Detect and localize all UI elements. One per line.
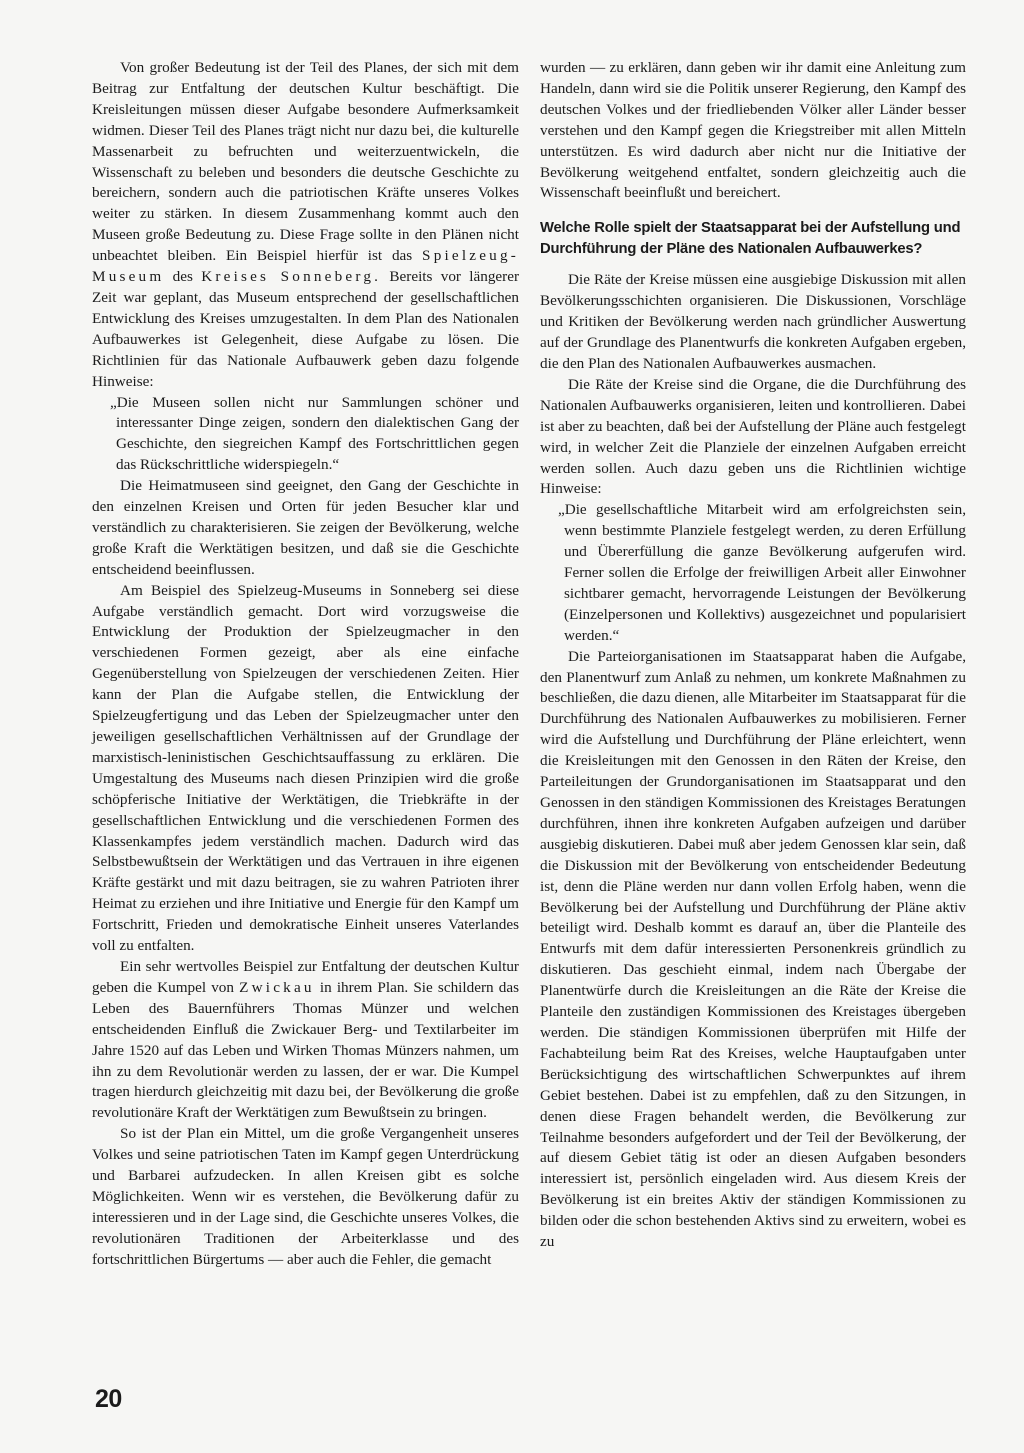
section-heading: Welche Rolle spielt der Staatsapparat bei der Aufstellung und Durchführung der Pläne des Nationalen Aufbauwerkes? [540, 220, 961, 258]
paragraph [92, 58, 519, 393]
block-quote: „Die gesellschaftliche Mitarbeit wird am erfolgreichsten sein, wenn bestimmte Planziele festgelegt werden, zu deren Erfüllung und Übererfüllung die ganze Bevölkerung aufgerufen wird. Ferner sollen die Erfolge der freiwilligen Arbeit aller Einwohner sichtbarer gemacht, hervorragende Leistungen der Bevölkerung (Einzelpersonen und Kollektivs) ausgezeichnet und popularisiert werden.“ [558, 501, 966, 644]
right-column [540, 58, 966, 1253]
paragraph: Am Beispiel des Spielzeug-Museums in Sonneberg sei diese Aufgabe verständlich gemacht. Dort wird vorzugsweise die Entwicklung der Produktion der Spielzeugmacher in den verschiedenen Formen gezeigt, aber als eine einfache Gegenüberstellung von Spielzeugen der verschiedenen Zeiten. Hier kann der Plan die Aufgabe stellen, die Entwicklung der Spielzeugfertigung und das Leben der Spielzeugmacher unter den jeweiligen gesellschaftlichen Verhältnissen auf der Grundlage der marxistisch-leninistischen Geschichtsauffassung zu erklären. Die Umgestaltung des Museums nach diesen Prinzipien wird die große schöpferische Initiative der Werktätigen, die Triebkräfte in der gesellschaftlichen Entwicklung und die verschiedenen Formen des Klassenkampfes jedem verständlich machen. Dadurch wird das Selbstbewußtsein der Werktätigen und das Vertrauen in ihre eigenen Kräfte gestärkt und mit dazu beitragen, sie zu wahren Patrioten ihrer Heimat zu erziehen und ihre Initiative und Energie für den Kampf um Fortschritt, Frieden und demokratische Einheit unseres Vaterlandes voll zu entfalten. [92, 581, 519, 955]
paragraph: So ist der Plan ein Mittel, um die große Vergangenheit unseres Volkes und seine patriotischen Taten im Kampf gegen Unterdrückung und Barbarei aufzudecken. In allen Kreisen gibt es solche Möglichkeiten. Wenn wir es verstehen, die Bevölkerung dafür zu interessieren und in der Lage sind, die Geschichte unseres Volkes, die revolutionären Traditionen der Arbeiterklasse und des fortschrittlichen Bürgertums — aber auch die Fehler, die gemacht [92, 1125, 519, 1268]
paragraph: Die Heimatmuseen sind geeignet, den Gang der Geschichte in den einzelnen Kreisen und Orten für jeden Besucher klar und verständlich zu charakterisieren. Sie zeigen der Bevölkerung, welche große Kraft die Werktätigen besitzen, und daß sie die Geschichte entscheidend beeinflussen. [92, 477, 519, 578]
paragraph: Die Parteiorganisationen im Staatsapparat haben die Aufgabe, den Planentwurf zum Anlaß zu nehmen, um konkrete Maßnahmen zu beschließen, die dazu dienen, alle Mitarbeiter im Staatsapparat für die Durchführung des Nationalen Aufbauwerkes zu mobilisieren. Ferner wird die Aufstellung und Durchführung der Pläne erleichtert, wenn die Kreisleitungen mit den Genossen in den Räten der Kreise, den Parteileitungen der Grundorganisationen im Staatsapparat und den Genossen in den ständigen Kommissionen des Kreistages Beratungen durchführen, ihnen ihre konkreten Aufgaben aufzeigen und darüber ausgiebig diskutieren. Dabei muß aber jedem Genossen klar sein, daß die Diskussion mit der Bevölkerung von entscheidender Bedeutung ist, denn die Pläne werden nur dann vollen Erfolg haben, wenn die Bevölkerung bei der Aufstellung und Durchführung der Pläne aktiv beteiligt wird. Deshalb kommt es darauf an, über die Planteile des Entwurfs mit dem dafür interessierten Personenkreis gründlich zu diskutieren. Das geschieht einmal, indem nach Übergabe der Planentwürfe durch die Kreisleitungen an die Räte der Kreise die Planteile den zuständigen Kommissionen des Kreistages übergeben werden. Die ständigen Kommissionen überprüfen mit Hilfe der Fachabteilung beim Rat des Kreises, welche Hauptaufgaben unter Berücksichtigung des wirtschaftlichen Schwerpunktes auf ihrem Gebiet bestehen. Dabei ist zu empfehlen, daß zu den Sitzungen, in denen diese Fragen behandelt werden, die Bevölkerung zur Teilnahme besonders aufgefordert und der Teil der Bevölkerung, der auf diesem Gebiet tätig ist oder an diesen Aufgaben besonders interessiert ist, persönlich eingeladen wird. Aus diesem Kreis der Bevölkerung ist ein breites Aktiv der ständigen Kommissionen zu bilden oder die schon bestehenden Aktivs sind zu erweitern, wobei es zu [540, 647, 966, 1251]
spaced-emphasis: Kreises Sonneberg. [201, 268, 382, 286]
text-run: Bereits vor längerer Zeit war geplant, das Museum entsprechend der gesellschaftlichen Entwicklung des Kreises umzugestalten. In dem Plan des Nationalen Aufbauwerkes ist Gelegenheit, diese Aufgabe zu lösen. Die Richtlinien für das Nationale Aufbauwerk geben dazu folgende Hinweise: [92, 268, 520, 390]
paragraph-continued: wurden — zu erklären, dann geben wir ihr damit eine Anleitung zum Handeln, dann wird sie die Politik unserer Regierung, den Kampf des deutschen Volkes und der friedliebenden Völker aller Länder besser verstehen und den Kampf gegen die Kriegstreiber mit allen Mitteln unterstützen. Es wird dadurch aber nicht nur die Initiative der Bevölkerung weitgehend entfaltet, sondern gleichzeitig auch die Wissenschaft beeinflußt und bereichert. [540, 59, 966, 202]
paragraph [92, 957, 519, 1124]
block-quote: „Die Museen sollen nicht nur Sammlungen schöner und interessanter Dinge zeigen, sondern den dialektischen Gang der Geschichte, den siegreichen Kampf des Fortschrittlichen gegen das Rückschrittliche widerspiegeln.“ [110, 393, 519, 474]
paragraph: Die Räte der Kreise müssen eine ausgiebige Diskussion mit allen Bevölkerungsschichten organisieren. Die Diskussionen, Vorschläge und Kritiken der Bevölkerung werden nach gründlicher Auswertung auf der Grundlage des Planentwurfs die konkreten Aufgaben ergeben, die den Plan des Nationalen Aufbauwerkes ausmachen. [540, 271, 966, 372]
text-run: in ihrem Plan. Sie schildern das Leben des Bauernführers Thomas Münzer und welchen entscheidenden Einfluß die Zwickauer Berg- und Textilarbeiter im Jahre 1520 auf das Leben und Wirken Thomas Münzers nahmen, um ihn zu dem Revolutionär werden zu lassen, der er war. Die Kumpel tragen hierdurch gleichzeitig mit dazu bei, der Bevölkerung die große revolutionäre Kraft der Werktätigen zum Bewußtsein zu bringen. [92, 978, 519, 1122]
spaced-emphasis: Zwickau [239, 978, 315, 996]
page-number: 20 [95, 1385, 122, 1413]
spaced-emphasis: Spielzeug-Museum [92, 247, 519, 286]
left-column [92, 58, 519, 1271]
text-run: des [172, 268, 193, 286]
paragraph: Die Räte der Kreise sind die Organe, die die Durchführung des Nationalen Aufbauwerks organisieren, leiten und kontrollieren. Dabei ist aber zu beachten, daß bei der Aufstellung der Pläne auch festgelegt wird, in welcher Zeit die Planziele der einzelnen Aufgaben erreicht werden sollen. Auch dazu geben uns die Richtlinien wichtige Hinweise: [540, 375, 966, 498]
text-run: Ein sehr wertvolles Beispiel zur Entfaltung der deutschen Kultur geben die Kumpel von [92, 957, 519, 996]
text-run: Von großer Bedeutung ist der Teil des Planes, der sich mit dem Beitrag zur Entfaltung der deutschen Kultur beschäftigt. Die Kreisleitungen müssen dieser Aufgabe besondere Aufmerksamkeit widmen. Dieser Teil des Planes trägt nicht nur dazu bei, die kulturelle Massenarbeit zu befruchten und weiterzuentwickeln, die Wissenschaft zu beleben und besonders die deutsche Geschichte zu bereichern, sondern auch die patriotischen Kräfte unseres Volkes weiter zu stärken. In diesem Zusammenhang kommt auch den Museen große Bedeutung zu. Diese Frage sollte in den Plänen nicht unbeachtet bleiben. Ein Beispiel hierfür ist das [92, 59, 519, 265]
